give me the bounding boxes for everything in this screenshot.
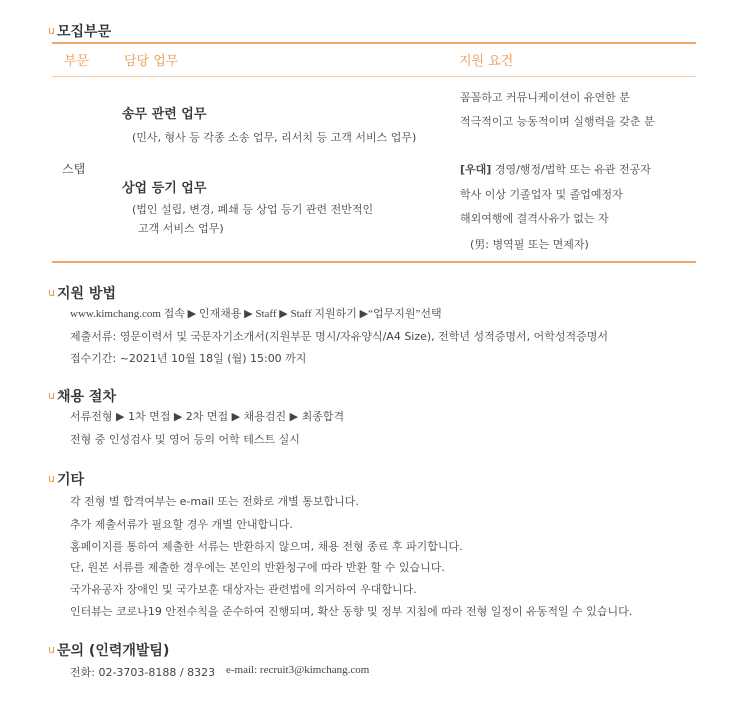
job-title-litigation: 송무 관련 업무 <box>122 107 207 122</box>
etc-line: 추가 제출서류가 필요할 경우 개별 안내합니다. <box>70 518 293 531</box>
table-bottom-border <box>52 261 696 263</box>
apply-section-title: 지원 방법 <box>57 286 116 302</box>
division-staff: 스탭 <box>62 162 86 176</box>
contact-section-title: 문의 (인력개발팀) <box>57 643 170 659</box>
preferred-item: (男: 병역필 또는 면제자) <box>470 238 589 251</box>
etc-line: 국가유공자 장애인 및 국가보훈 대상자는 관련법에 의거하여 우대합니다. <box>70 583 417 596</box>
preferred-item: 학사 이상 기졸업자 및 졸업예정자 <box>460 188 623 201</box>
section-bullet: u <box>48 389 55 402</box>
requirement-item: 꼼꼼하고 커뮤니케이션이 유연한 분 <box>460 91 630 104</box>
etc-line: 각 전형 별 합격여부는 e-mail 또는 전화로 개별 통보합니다. <box>70 495 359 508</box>
etc-line: 인터뷰는 코로나19 안전수칙을 준수하여 진행되며, 확산 동향 및 정부 지침에 따라 전형 일정이 유동적일 수 있습니다. <box>70 605 633 618</box>
preferred-text: 경영/행정/법학 또는 유관 전공자 <box>494 163 651 176</box>
job-desc-registration-1: (법인 설립, 변경, 폐쇄 등 상업 등기 관련 전반적인 <box>132 203 374 216</box>
etc-line: 단, 원본 서류를 제출한 경우에는 본인의 반환청구에 따라 반환 할 수 있습니다. <box>70 561 445 574</box>
contact-phone: 전화: 02-3703-8188 / 8323 <box>70 666 216 679</box>
preferred-item <box>460 161 651 177</box>
apply-line: 접수기간: ~2021년 10월 18일 (월) 15:00 까지 <box>70 352 307 365</box>
section-bullet: u <box>48 24 55 37</box>
preferred-item: 해외여행에 결격사유가 없는 자 <box>460 212 609 225</box>
contact-email: e-mail: recruit3@kimchang.com <box>226 664 370 676</box>
process-line: 서류전형 ▶ 1차 면접 ▶ 2차 면접 ▶ 채용검진 ▶ 최종합격 <box>70 410 345 423</box>
recruit-section-title: 모집부문 <box>57 24 112 40</box>
requirement-item: 적극적이고 능동적이며 실행력을 갖춘 분 <box>460 115 655 128</box>
job-title-registration: 상업 등기 업무 <box>122 181 207 196</box>
process-line: 전형 중 인성검사 및 영어 등의 어학 테스트 실시 <box>70 433 300 446</box>
job-desc-litigation: (민사, 형사 등 각종 소송 업무, 리서치 등 고객 서비스 업무) <box>132 131 417 144</box>
header-requirements: 지원 요건 <box>459 54 514 69</box>
header-duty: 담당 업무 <box>124 54 179 69</box>
apply-line: 제출서류: 영문이력서 및 국문자기소개서(지원부문 명시/자유양식/A4 Size), 전학년 성적증명서, 어학성적증명서 <box>70 330 609 343</box>
table-header-divider <box>52 76 696 77</box>
table-top-border <box>52 42 696 44</box>
header-division: 부문 <box>64 54 90 69</box>
job-desc-registration-2: 고객 서비스 업무) <box>138 222 224 235</box>
section-bullet: u <box>48 286 55 299</box>
etc-section-title: 기타 <box>57 472 85 488</box>
process-section-title: 채용 절차 <box>57 389 116 405</box>
section-bullet: u <box>48 472 55 485</box>
apply-line: www.kimchang.com 접속 ▶ 인재채용 ▶ Staff ▶ Staff 지원하기 ▶“업무지원”선택 <box>70 308 442 320</box>
section-bullet: u <box>48 643 55 656</box>
etc-line: 홈페이지를 통하여 제출한 서류는 반환하지 않으며, 채용 전형 종료 후 파기합니다. <box>70 540 463 553</box>
preferred-label: [우대] <box>460 163 492 176</box>
